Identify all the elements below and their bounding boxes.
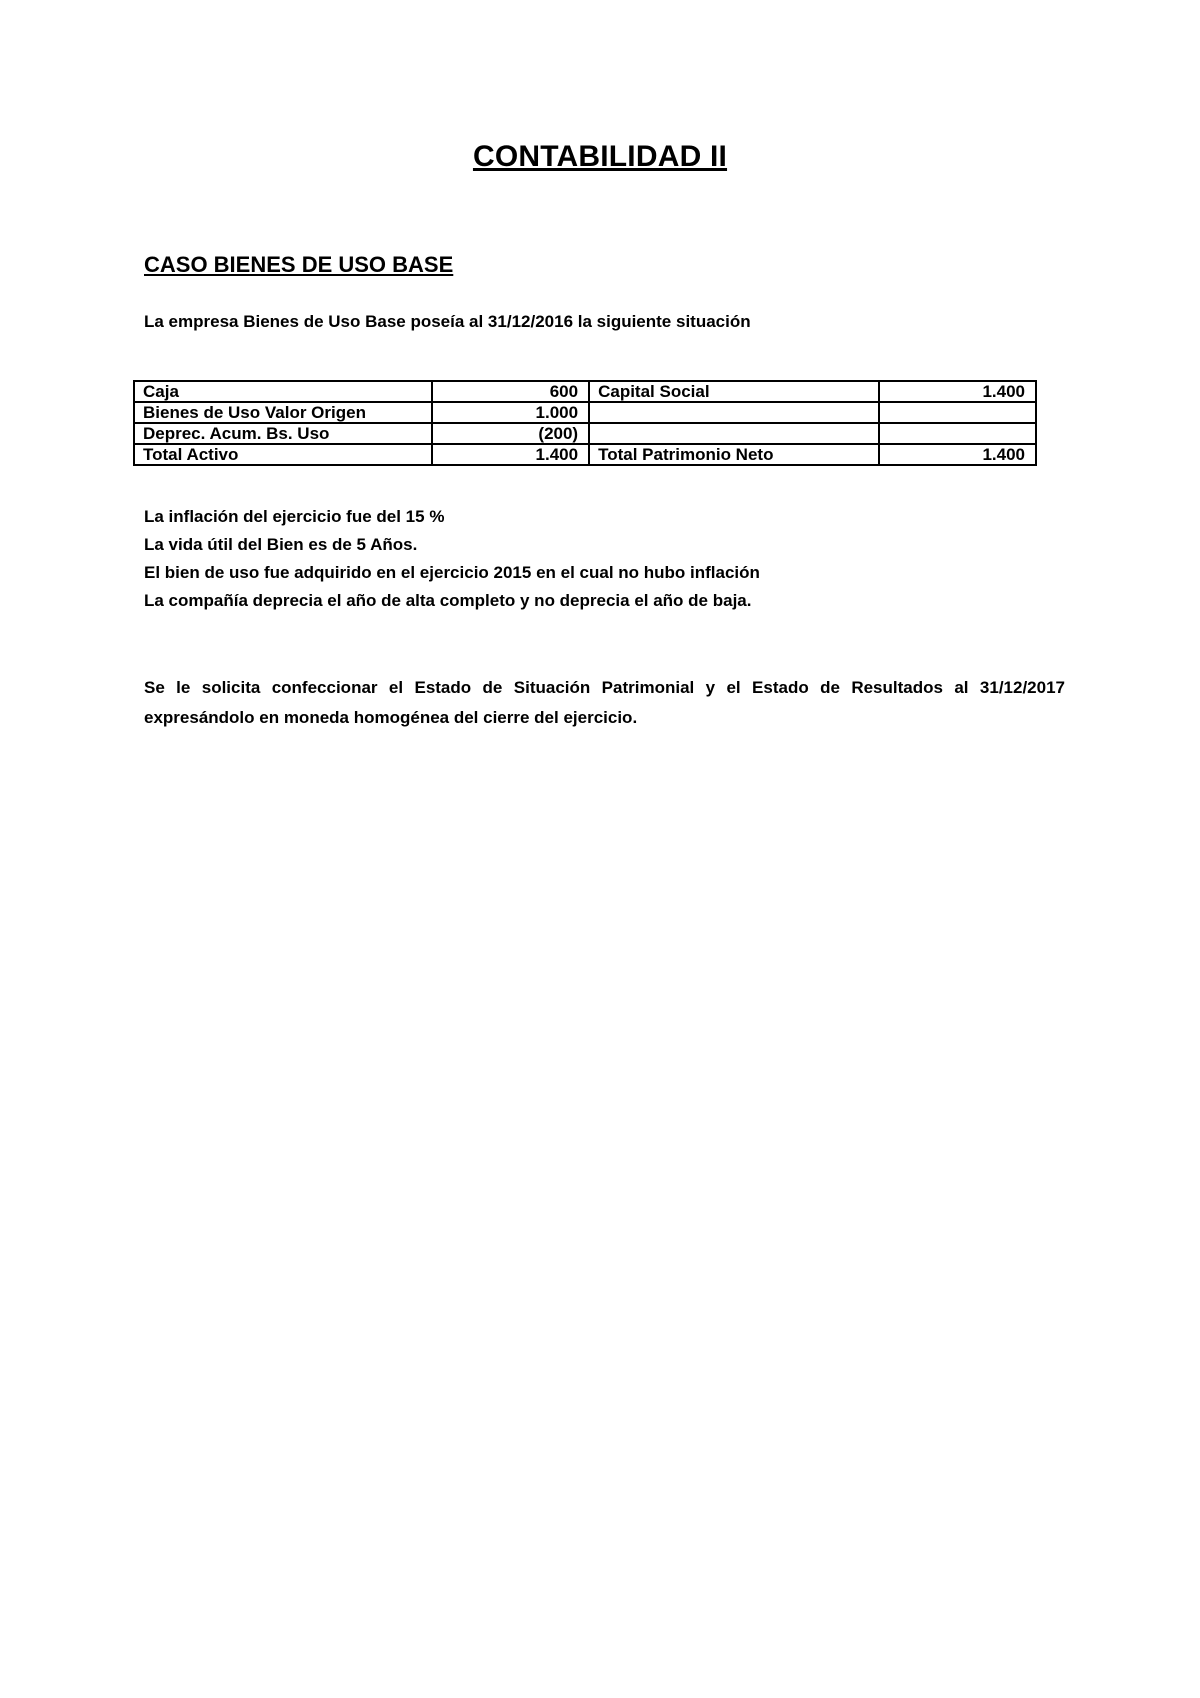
note-inflation: La inflación del ejercicio fue del 15 %: [144, 507, 445, 526]
document-title: CONTABILIDAD II: [472, 140, 728, 173]
table-row: [134, 402, 1036, 423]
asset-value: 1.000: [432, 402, 589, 423]
table-row-total: [134, 444, 1036, 465]
equity-value: [879, 423, 1036, 444]
total-equity-label: Total Patrimonio Neto: [589, 444, 878, 465]
note-acquisition: El bien de uso fue adquirido en el ejercicio 2015 en el cual no hubo inflación: [144, 563, 760, 582]
equity-label: Capital Social: [589, 381, 878, 402]
asset-label: Caja: [134, 381, 432, 402]
balance-sheet-table: [133, 380, 1037, 466]
asset-value: (200): [432, 423, 589, 444]
note-depreciation-policy: La compañía deprecia el año de alta completo y no deprecia el año de baja.: [144, 591, 752, 610]
equity-label: [589, 402, 878, 423]
intro-paragraph: La empresa Bienes de Uso Base poseía al 31/12/2016 la siguiente situación: [144, 312, 751, 331]
request-paragraph: Se le solicita confeccionar el Estado de Situación Patrimonial y el Estado de Resultados al 31/12/2017 expresándolo en moneda homogénea del cierre del ejercicio.: [144, 678, 1065, 727]
equity-value: 1.400: [879, 381, 1036, 402]
equity-label: [589, 423, 878, 444]
asset-value: 600: [432, 381, 589, 402]
case-notes: [144, 503, 760, 615]
total-equity-value: 1.400: [879, 444, 1036, 465]
equity-value: [879, 402, 1036, 423]
total-asset-label: Total Activo: [134, 444, 432, 465]
asset-label: Bienes de Uso Valor Origen: [134, 402, 432, 423]
case-title: CASO BIENES DE USO BASE: [144, 252, 454, 277]
note-useful-life: La vida útil del Bien es de 5 Años.: [144, 535, 418, 554]
table-row: [134, 381, 1036, 402]
asset-label: Deprec. Acum. Bs. Uso: [134, 423, 432, 444]
total-asset-value: 1.400: [432, 444, 589, 465]
table-row: [134, 423, 1036, 444]
